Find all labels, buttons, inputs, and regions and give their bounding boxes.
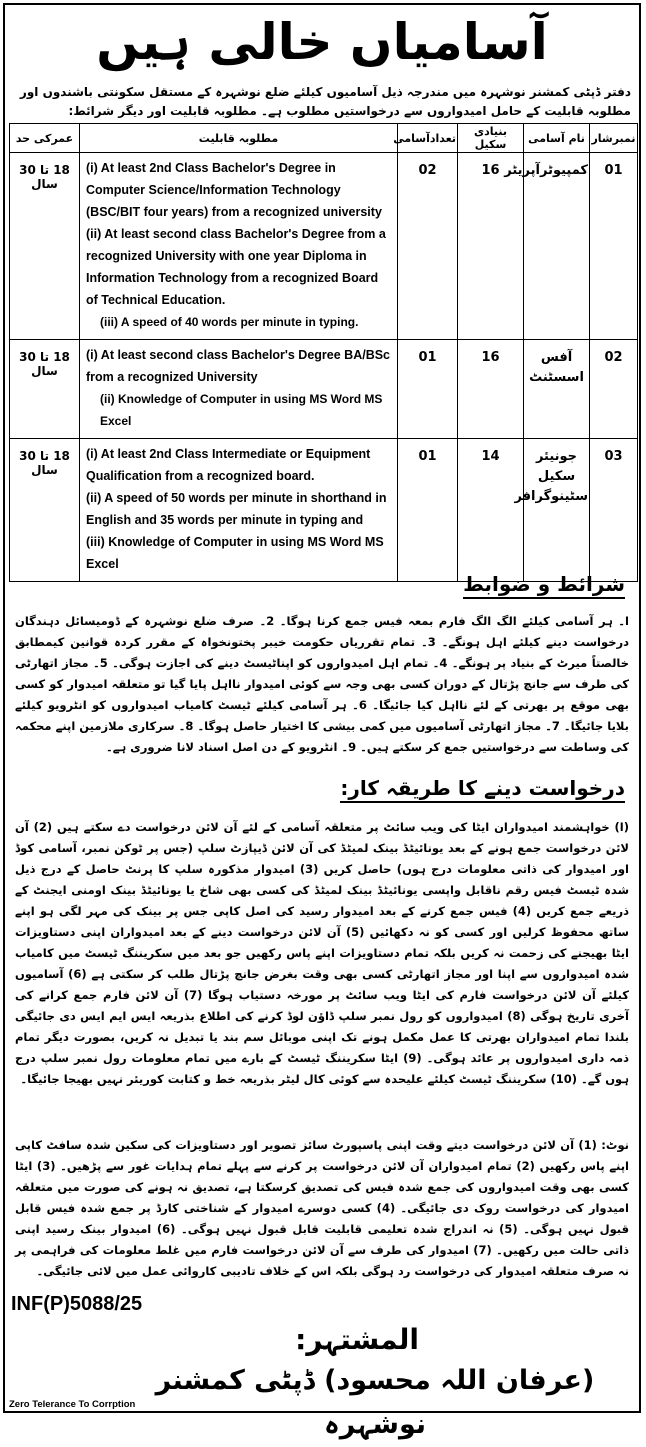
procedure-text: (ا) خواہشمند امیدواران ایٹا کی ویب سائٹ پر متعلقہ آسامی کے لئے آن لائن درخواست دے سکتے ہیں (2) آن لائن درخواست جمع ہونے کے بعد یونائیٹڈ بینک لمیٹڈ کی آن لائن ڈیپازٹ سلپ (جس پر ٹوکن نمبر، آسامی کوڈ اور امیدوار کی ذاتی معلومات درج ہوں) حاصل کریں (3) امیدوار مذکورہ سلپ کا پرنٹ حاصل کے درج ذیل شدہ ٹیسٹ فیس رقم ناقابل واپسی یونائیٹڈ بینک لمیٹڈ کی کسی بھی شاخ یا یونائیٹڈ بینک اومنی ایجنٹ کے ذریعے جمع کریں (4) فیس جمع کرنے کے بعد امیدوار رسید کی اصل کاپی جس پر بینک کی مہر لگی ہو اپنے ساتھ محفوظ کرلیں اور کسی کو نہ دکھائیں (5) آن لائن درخواست دینے کے بعد امیدواران اپنی دستاویزات ایٹا بھیجنے کی زحمت نہ کریں بلکہ تمام دستاویزات اپنے پاس رکھیں جو بعد میں سکریننگ ٹیسٹ میں کامیاب شدہ امیدواروں سے اپنا اور مجاز اتھارٹی کسی بھی وقت بغرض جانچ پڑتال طلب کر سکتی ہے (6) آسامیوں کیلئے آن لائن درخواست فارم کی ایٹا ویب سائٹ پر مورخہ دستیاب ہوگا (7) آن لائن فارم جمع کرانے کی آخری تاریخ ہوگی (8) امیدواروں کو رول نمبر سلپ ڈاؤن لوڈ کرنے کی اطلاع بذریعہ ایس ایم ایس دی جائیگی بلندا تمام امیدواران بھرتی کا عمل مکمل ہونے تک اپنی موبائل سم بند یا تبدیل نہ کریں، بصورت دیگر تمام ذمہ داری امیدواروں پر عائد ہوگی۔ (9) ایٹا سکریننگ ٹیسٹ کے بارے میں تمام معلومات رول نمبر سلپ درج ہوں گے۔ (10) سکریننگ ٹیسٹ کیلئے علیحدہ سے کوئی کال لیٹر بذریعہ خط و کتابت کوریئر نہیں بھیجا جائیگا۔ (15, 820, 629, 1086)
intro-text: دفتر ڈپٹی کمشنر نوشہرہ میں مندرجہ ذیل آسامیوں کیلئے ضلع نوشہرہ کے مستقل سکونتی باشندوں اور مطلوبہ قابلیت کے حامل امیدواروں سے درخواستیں مطلوب ہے۔ مطلوبہ قابلیت اور دیگر شرائط: (19, 85, 631, 118)
qualification-line: (ii) Knowledge of Computer in using MS Word MS Excel (100, 392, 383, 428)
cell-count: 01 (398, 439, 458, 582)
cell-qualification (80, 439, 398, 582)
terms-text: ا۔ ہر آسامی کیلئے الگ الگ فارم بمعہ فیس جمع کرنا ہوگا۔ 2۔ صرف ضلع نوشہرہ کے ڈومیسائل دہندگان درخواست دینے کیلئے اہل ہونگے۔ 3۔ تمام تقرریاں حکومت خیبر پختونخواہ کے مقرر کردہ قوانین کیمطابق خالصتاً میرٹ کے بنیاد پر ہونگے۔ 4۔ تمام اہل امیدواروں کو اپناٹیسٹ دینے کی اجازت ہوگی۔ 5۔ مجاز اتھارٹی کی طرف سے جانچ پڑتال کے دوران کسی بھی وجہ سے کوئی امیدوار نااہل پایا گیا تو متعلقہ امیدوار کو کسی بھی موقع پر بھرتی کے لئے نااہل کیا جائیگا۔ 6۔ ہر آسامی کیلئے ٹیسٹ کامیاب امیدواروں کو انٹرویو کیلئے بلایا جائیگا۔ 7۔ مجاز اتھارٹی آسامیوں میں کمی بیشی کا اختیار حاصل ہوگا۔ 8۔ سرکاری ملازمین اپنے محکمہ کی وساطت سے درخواستیں جمع کر سکتے ہیں۔ 9۔ انٹرویو کے دن اصل اسناد لانا ضروری ہے۔ (15, 614, 630, 754)
advertiser-name: (عرفان اللہ محسود) ڈپٹی کمشنر نوشہرہ (155, 1365, 595, 1440)
cell-count: 01 (398, 340, 458, 439)
cell-age: 18 تا 30 سال (10, 340, 80, 439)
cell-age: 18 تا 30 سال (10, 439, 80, 582)
table-row (10, 439, 638, 582)
col-header-age: عمرکی حد (10, 124, 80, 153)
qualification-line: (i) At least 2nd Class Intermediate or Equipment Qualification from a recognized board. (86, 447, 371, 483)
cell-post: آفس اسسٹنٹ (524, 340, 590, 439)
cell-sno: 02 (590, 340, 638, 439)
cell-qualification (80, 340, 398, 439)
cell-age: 18 تا 30 سال (10, 153, 80, 340)
cell-sno: 01 (590, 153, 638, 340)
advertisement-page (3, 3, 641, 1440)
reference-number: INF(P)5088/25 (11, 1293, 143, 1315)
col-header-sno: نمبرشار (590, 124, 638, 153)
qualification-line: (ii) A speed of 50 words per minute in shorthand in English and 35 words per minute in typing and (86, 491, 387, 527)
qualification-line: (i) At least 2nd Class Bachelor's Degree in Computer Science/Information Technology (BSC/BIT four years) from a recognized university (86, 161, 382, 219)
col-header-post: نام آسامی (524, 124, 590, 153)
qualification-line: (i) At least second class Bachelor's Degree BA/BSc from a recognized University (86, 348, 391, 384)
table-row (10, 153, 638, 340)
cell-scale: 16 (458, 340, 524, 439)
page-title: آسامیاں خالی ہیں (96, 13, 548, 71)
table-row (10, 340, 638, 439)
advertiser-label: المشتہر: (295, 1323, 419, 1356)
qualification-line: (ii) At least second class Bachelor's Degree from a recognized University with one year Diploma in Information Technology from a recognized Board of Technical Education. (86, 227, 386, 307)
col-header-qualification: مطلوبہ قابلیت (80, 124, 398, 153)
cell-sno: 03 (590, 439, 638, 582)
qualification-line: (iii) Knowledge of Computer in using MS Word MS Excel (86, 535, 384, 571)
qualification-line: (iii) A speed of 40 words per minute in typing. (100, 315, 359, 329)
cell-scale: 14 (458, 439, 524, 582)
posts-table (9, 123, 638, 582)
cell-qualification (80, 153, 398, 340)
notes-text: نوٹ: (1) آن لائن درخواست دیتے وقت اپنی پاسپورٹ سائز تصویر اور دستاویزات کی سکین شدہ سافٹ کاپی اپنے پاس رکھیں (2) تمام امیدواران آن لائن درخواست پر کرنے سے پہلے تمام ہدایات غور سے پڑھیں۔ (3) ایٹا کسی بھی وقت امیدواروں کی جمع شدہ فیس کی تصدیق کرسکتا ہے، تصدیق نہ ہونے کی صورت میں متعلقہ امیدوار کی درخواست روک دی جائیگی۔ (4) کسی دوسرے امیدوار کے شناختی کارڈ پر جمع شدہ فیس قابل قبول نہیں ہوگی۔ (5) نہ اندراج شدہ تعلیمی قابلیت قابل قبول نہیں ہوگی۔ (6) امیدوار بینک رسید اپنی ذاتی حالت میں رکھیں۔ (7) امیدوار کی طرف سے آن لائن درخواست فارم میں غلط معلومات کی فراہمی پر نہ صرف متعلقہ امیدوار کی درخواست رد ہوگی بلکہ اس کے خلاف تادیبی کاروائی عمل میں لائی جائیگی۔ (15, 1138, 630, 1278)
col-header-scale: بنیادی سکیل (458, 124, 524, 153)
table-header-row (10, 124, 638, 153)
cell-count: 02 (398, 153, 458, 340)
cell-post: جونیئر سکیل سٹینوگرافر (524, 439, 590, 582)
cell-scale: 16 (458, 153, 524, 340)
col-header-count: تعدادآسامی (398, 124, 458, 153)
terms-heading: شرائط و ضوابط (463, 571, 625, 599)
cell-post: کمپیوٹرآپریٹر (524, 153, 590, 340)
footer-slogan: Zero Telerance To Corrption (9, 1399, 136, 1410)
procedure-heading: درخواست دینے کا طریقہ کار: (340, 775, 625, 803)
